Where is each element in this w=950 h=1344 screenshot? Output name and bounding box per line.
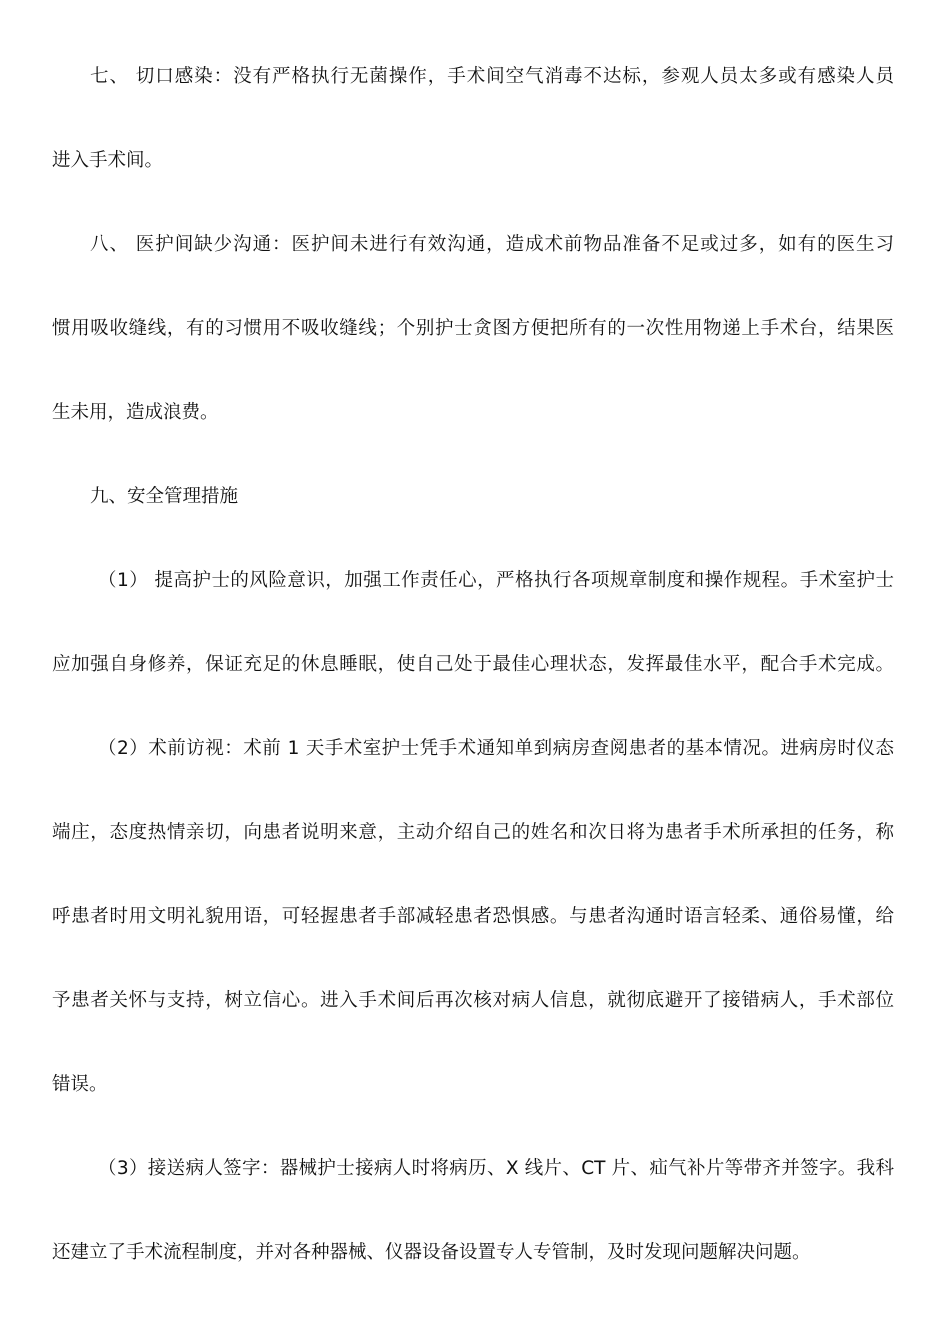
section-9-heading: 九、安全管理措施: [90, 486, 239, 507]
measure-1-line-1: （1） 提高护士的风险意识，加强工作责任心，严格执行各项规章制度和操作规程。手术室护士: [98, 570, 894, 591]
measure-2-line-2: 端庄，态度热情亲切，向患者说明来意，主动介绍自己的姓名和次日将为患者手术所承担的任务，称: [52, 822, 894, 843]
measure-3-line-1: （3）接送病人签字：器械护士接病人时将病历、X 线片、CT 片、疝气补片等带齐并签字。我科: [98, 1158, 894, 1179]
measure-2-line-1: （2）术前访视：术前 1 天手术室护士凭手术通知单到病房查阅患者的基本情况。进病房时仪态: [98, 738, 894, 759]
measure-2-line-5: 错误。: [52, 1074, 108, 1095]
paragraph-7-line-2: 进入手术间。: [52, 150, 164, 171]
paragraph-8-line-2: 惯用吸收缝线，有的习惯用不吸收缝线；个别护士贪图方便把所有的一次性用物递上手术台，结果医: [52, 318, 894, 339]
paragraph-7-line-1: 七、 切口感染：没有严格执行无菌操作，手术间空气消毒不达标，参观人员太多或有感染人员: [90, 66, 894, 87]
measure-2-line-4: 予患者关怀与支持，树立信心。进入手术间后再次核对病人信息，就彻底避开了接错病人，手术部位: [52, 990, 894, 1011]
paragraph-8-line-3: 生未用，造成浪费。: [52, 402, 219, 423]
paragraph-8-line-1: 八、 医护间缺少沟通：医护间未进行有效沟通，造成术前物品准备不足或过多，如有的医生习: [90, 234, 894, 255]
measure-1-line-2: 应加强自身修养，保证充足的休息睡眠，使自己处于最佳心理状态，发挥最佳水平，配合手术完成。: [52, 654, 894, 675]
measure-3-line-2: 还建立了手术流程制度，并对各种器械、仪器设备设置专人专管制，及时发现问题解决问题。: [52, 1242, 811, 1263]
measure-2-line-3: 呼患者时用文明礼貌用语，可轻握患者手部减轻患者恐惧感。与患者沟通时语言轻柔、通俗易懂，给: [52, 906, 894, 927]
